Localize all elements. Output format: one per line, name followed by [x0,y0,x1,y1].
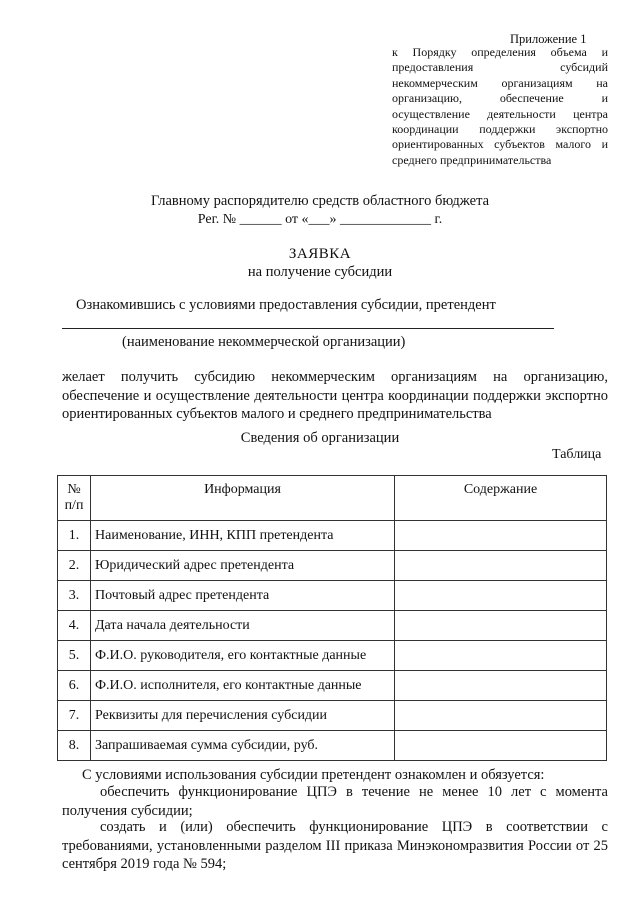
row-content-cell[interactable] [395,581,607,611]
obligation-item-2: создать и (или) обеспечить функционирование ЦПЭ в соответствии с требованиями, установленными разделом III приказа Минэкономразвития России от 25 сентября 2019 года № 594; [62,819,608,872]
obligations-intro: С условиями использования субсидии претендент ознакомлен и обязуется: [82,767,545,783]
row-content-cell[interactable] [395,731,607,761]
appendix-reference: к Порядку определения объема и предоставления субсидий некоммерческим организациям на организацию, обеспечение и осуществление деятельности центра координации поддержки экспортно ориентированных субъектов малого и среднего предпринимательства [392,45,608,167]
header-number: № п/п [58,476,91,521]
row-info: Реквизиты для перечисления субсидии [91,701,395,731]
row-number: 7. [58,701,91,731]
row-content-cell[interactable] [395,671,607,701]
application-paragraph: желает получить субсидию некоммерческим организациям на организацию, обеспечение и осуществление деятельности центра координации поддержки экспортно ориентированных субъектов малого и среднего предпринимательства [62,369,608,422]
section-title: Сведения об организации [240,430,400,446]
registration-line: Рег. № ______ от «___» _____________ г. [197,212,443,227]
table-row [58,611,607,641]
document-subtitle: на получение субсидии [247,264,393,280]
table-row [58,701,607,731]
table-label: Таблица [552,447,602,462]
row-number: 8. [58,731,91,761]
organization-info-table [57,475,607,761]
row-info: Ф.И.О. руководителя, его контактные данные [91,641,395,671]
header-information: Информация [91,476,395,521]
organization-name-blank [62,328,554,329]
row-content-cell[interactable] [395,521,607,551]
document-title: ЗАЯВКА [288,246,352,262]
appendix-title: Приложение 1 [510,32,587,46]
table-row [58,551,607,581]
row-info: Дата начала деятельности [91,611,395,641]
obligation-item-1: обеспечить функционирование ЦПЭ в течение не менее 10 лет с момента получения субсидии; [62,784,608,819]
row-content-cell[interactable] [395,611,607,641]
row-number: 3. [58,581,91,611]
table-row [58,671,607,701]
intro-text: Ознакомившись с условиями предоставления субсидии, претендент [76,297,496,313]
row-number: 5. [58,641,91,671]
header-content: Содержание [395,476,607,521]
row-number: 1. [58,521,91,551]
row-info: Запрашиваемая сумма субсидии, руб. [91,731,395,761]
row-content-cell[interactable] [395,641,607,671]
addressee-line: Главному распорядителю средств областного бюджета [150,193,490,209]
table-header-row [58,476,607,521]
row-content-cell[interactable] [395,551,607,581]
row-number: 4. [58,611,91,641]
row-content-cell[interactable] [395,701,607,731]
table-row [58,581,607,611]
table-row [58,731,607,761]
table-row [58,641,607,671]
row-info: Почтовый адрес претендента [91,581,395,611]
row-number: 6. [58,671,91,701]
row-info: Наименование, ИНН, КПП претендента [91,521,395,551]
table-row [58,521,607,551]
row-info: Юридический адрес претендента [91,551,395,581]
row-number: 2. [58,551,91,581]
row-info: Ф.И.О. исполнителя, его контактные данные [91,671,395,701]
organization-name-hint: (наименование некоммерческой организации) [122,334,406,350]
